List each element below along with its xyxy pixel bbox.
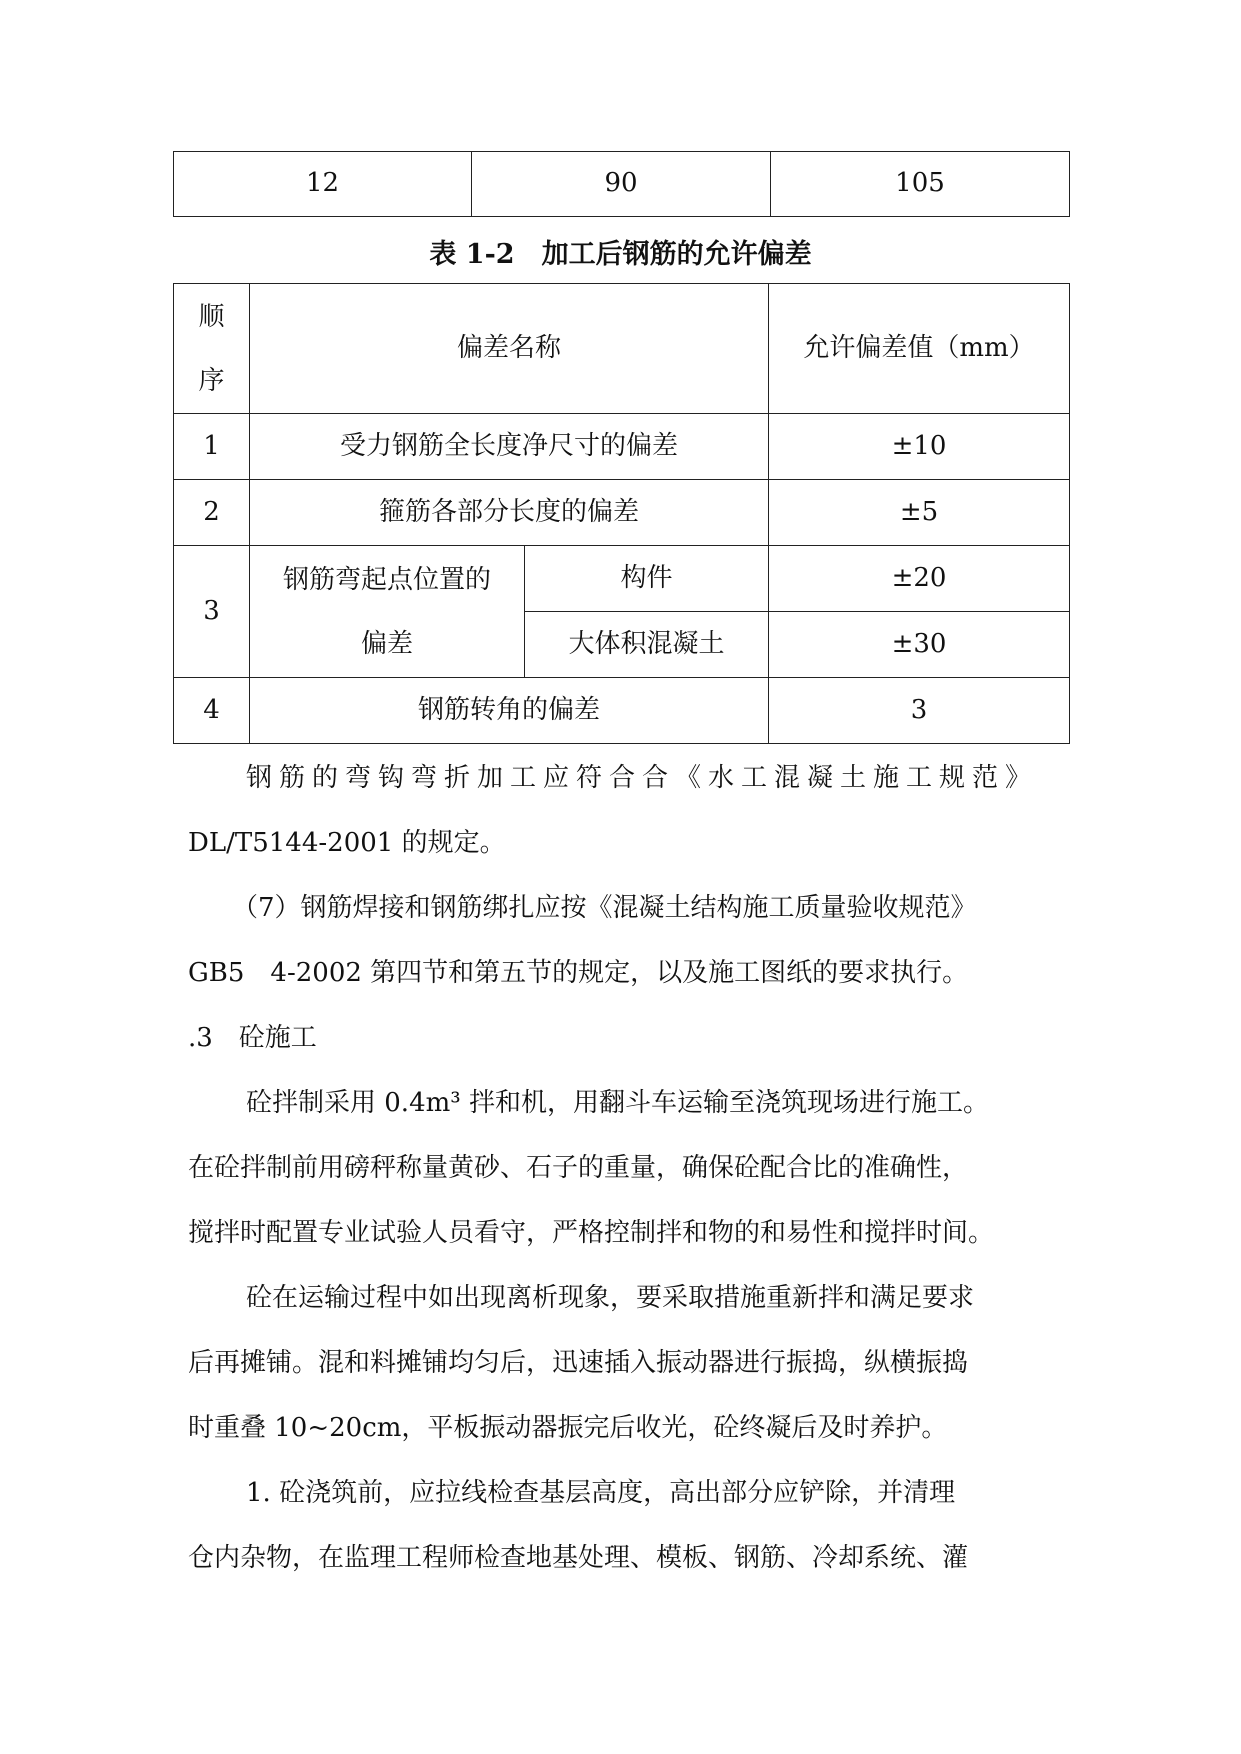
paragraph-line: （7）钢筋焊接和钢筋绑扎应按《混凝土结构施工质量验收规范》 [232, 893, 977, 923]
table-cell: 90 [472, 152, 771, 217]
row-name-line1: 钢筋弯起点位置的 [282, 564, 491, 595]
section-heading [188, 1006, 1058, 1071]
paragraph-4 [188, 1266, 1058, 1461]
heading-text: .3 砼施工 [188, 1023, 317, 1053]
row-seq: 4 [174, 678, 250, 744]
paragraph-line: 砼拌制采用 0.4m³ 拌和机，用翻斗车运输至浇筑现场进行施工。 [246, 1088, 989, 1118]
row-name: 钢筋转角的偏差 [250, 678, 769, 744]
paragraph-5 [188, 1461, 1058, 1591]
paragraph-line: DL/T5144-2001 的规定。 [188, 828, 506, 858]
row-name: 箍筋各部分长度的偏差 [250, 480, 769, 546]
row-name: 受力钢筋全长度净尺寸的偏差 [250, 414, 769, 480]
paragraph-line: GB5 4-2002 第四节和第五节的规定，以及施工图纸的要求执行。 [188, 958, 969, 988]
table-header-row [174, 284, 1070, 414]
table-cell: 105 [771, 152, 1070, 217]
row-value: ±5 [769, 480, 1070, 546]
row-seq: 2 [174, 480, 250, 546]
table-row [174, 678, 1070, 744]
header-seq [174, 284, 250, 414]
header-seq-line1: 顺 [198, 301, 225, 332]
row-name-line2: 偏差 [360, 628, 413, 659]
top-table [173, 151, 1070, 217]
header-seq-line2: 序 [198, 365, 225, 396]
table-row [174, 152, 1070, 217]
row-subname: 大体积混凝土 [525, 612, 769, 678]
paragraph-2 [188, 876, 1058, 1006]
table-row [174, 414, 1070, 480]
row-seq: 1 [174, 414, 250, 480]
paragraph-line: 1. 砼浇筑前，应拉线检查基层高度，高出部分应铲除，并清理 [246, 1478, 956, 1508]
row-seq: 3 [174, 546, 250, 678]
paragraph-line: 在砼拌制前用磅秤称量黄砂、石子的重量，确保砼配合比的准确性， [188, 1153, 969, 1183]
paragraph-3 [188, 1071, 1058, 1266]
row-value: ±30 [769, 612, 1070, 678]
paragraph-line: 搅拌时配置专业试验人员看守，严格控制拌和物的和易性和搅拌时间。 [188, 1218, 995, 1248]
paragraph-line: 时重叠 10~20cm，平板振动器振完后收光，砼终凝后及时养护。 [188, 1413, 948, 1443]
deviation-table [173, 283, 1070, 744]
paragraph-line: 钢筋的弯钩弯折加工应符合合《水工混凝土施工规范》 [246, 763, 1039, 793]
row-value: 3 [769, 678, 1070, 744]
table-row [174, 546, 1070, 612]
header-value: 允许偏差值（mm） [769, 284, 1070, 414]
paragraph-line: 砼在运输过程中如出现离析现象，要采取措施重新拌和满足要求 [246, 1283, 975, 1313]
paragraph-line: 后再摊铺。混和料摊铺均匀后，迅速插入振动器进行振捣，纵横振捣 [188, 1348, 969, 1378]
table-cell: 12 [174, 152, 472, 217]
header-name: 偏差名称 [250, 284, 769, 414]
row-value: ±10 [769, 414, 1070, 480]
row-value: ±20 [769, 546, 1070, 612]
row-name [250, 546, 525, 678]
table-caption: 表 1-2 加工后钢筋的允许偏差 [429, 239, 812, 270]
table-row [174, 480, 1070, 546]
paragraph-line: 仓内杂物，在监理工程师检查地基处理、模板、钢筋、冷却系统、灌 [188, 1543, 969, 1573]
paragraph-1 [188, 746, 1058, 876]
row-subname: 构件 [525, 546, 769, 612]
